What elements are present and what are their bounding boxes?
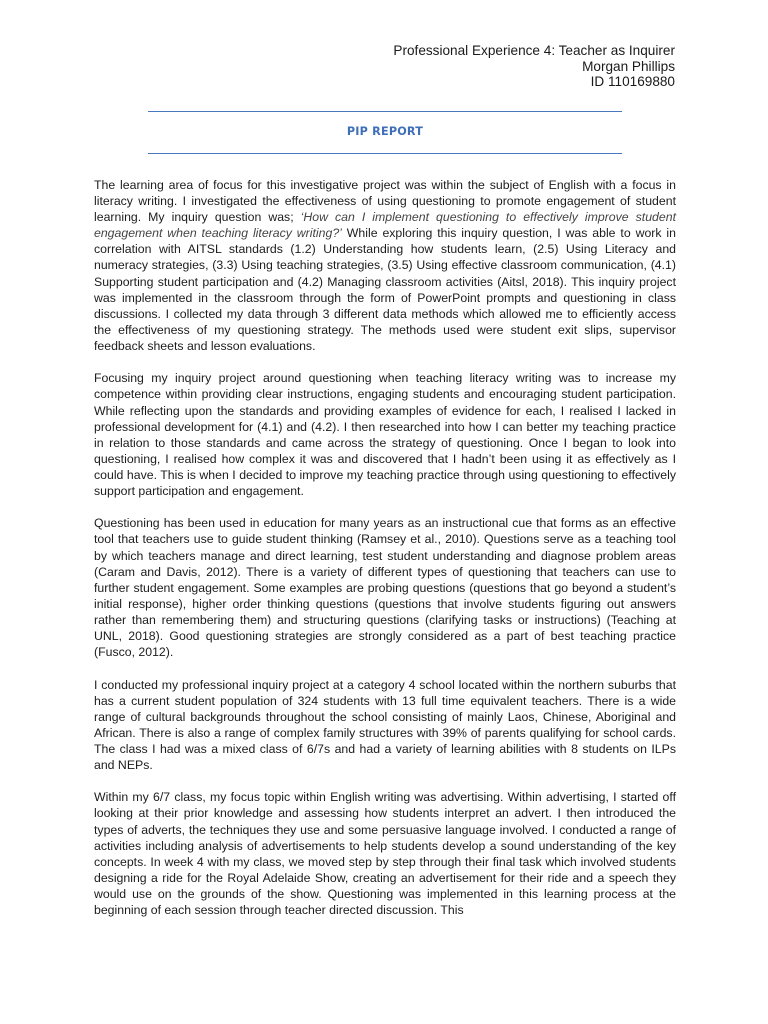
title-rule-bottom bbox=[148, 153, 622, 154]
course-title: Professional Experience 4: Teacher as Inquirer bbox=[393, 43, 675, 58]
report-title: PIP REPORT bbox=[346, 125, 424, 138]
title-rule-top bbox=[148, 111, 622, 112]
author-name: Morgan Phillips bbox=[582, 58, 675, 74]
paragraph-context: I conducted my professional inquiry project at a category 4 school located within the northern suburbs that has a current student population of 324 students with 13 full time equivalent teachers. There is a wide range of cultural backgrounds throughout the school consisting of mainly Laos, Chinese, Aboriginal and African. There is also a range of complex family structures with 39% of parents qualifying for school cards. The class I had was a mixed class of 6/7s and had a variety of learning abilities with 8 students on ILPs and NEPs. bbox=[94, 677, 676, 772]
paragraph-literature: Questioning has been used in education for many years as an instructional cue that forms as an effective tool that teachers use to guide student thinking (Ramsey et al., 2010). Questions serve as a teaching tool by which teachers manage and direct learning, test student understanding and diagnose problem areas (Caram and Davis, 2012). There is a variety of different types of questioning that teachers can use to further student engagement. Some examples are probing questions (questions that go beyond a student’s initial response), higher order thinking questions (questions that involve students figuring out answers rather than remembering them) and structuring questions (clarifying tasks or instructions) (Teaching at UNL, 2018). Good questioning strategies are strongly considered as a part of best teaching practice (Fusco, 2012). bbox=[94, 516, 676, 660]
report-body bbox=[94, 177, 676, 918]
intro-text-before: The learning area of focus for this investigative project was within the subject of English with a focus in literacy writing. I investigated the effectiveness of using questioning to promote engagement of student learning. My inquiry question was; bbox=[94, 178, 676, 225]
intro-text-after: While exploring this inquiry question, I was able to work in correlation with AITSL standards (1.2) Understanding how students learn, (2.5) Using Literacy and numeracy strategies, (3.3) Using teaching strategies, (3.5) Using effective classroom communication, (4.1) Supporting student participation and (4.2) Managing classroom activities (Aitsl, 2018). This inquiry project was implemented in the classroom through the form of PowerPoint prompts and questioning in class discussions. I collected my data through 3 different data methods which allowed me to efficiently access the effectiveness of my questioning strategy. The methods used were student exit slips, supervisor feedback sheets and lesson evaluations. bbox=[94, 226, 676, 353]
paragraph-implementation: Within my 6/7 class, my focus topic within English writing was advertising. Within advertising, I started off looking at their prior knowledge and assessing how students interpret an advert. I then introduced the types of adverts, the techniques they use and some persuasive language involved. I conducted a range of activities including analysis of advertisements to help students develop a sound understanding of the key concepts. In week 4 with my class, we moved step by step through their final task which involved students designing a ride for the Royal Adelaide Show, creating an advertisement for their ride and a speech they would use on the grounds of the show. Questioning was implemented in this learning process at the beginning of each session through teacher directed discussion. This bbox=[94, 790, 676, 918]
inquiry-question: ‘How can I implement questioning to effectively improve student engagement when teaching literacy writing?’ bbox=[94, 210, 676, 241]
paragraph-focus: Focusing my inquiry project around questioning when teaching literacy writing was to increase my competence within providing clear instructions, engaging students and encouraging student participation. While reflecting upon the standards and providing examples of evidence for each, I realised I lacked in professional development for (4.1) and (4.2). I then researched into how I can better my teaching practice in relation to those standards and came across the strategy of questioning. Once I began to look into questioning, I realised how complex it was and discovered that I hadn’t been using it as effectively as I could have. This is when I decided to improve my teaching practice through using questioning to effectively support participation and engagement. bbox=[94, 371, 676, 498]
student-id: ID 110169880 bbox=[590, 74, 675, 89]
document-header bbox=[393, 43, 675, 90]
paragraph-introduction bbox=[94, 177, 676, 354]
